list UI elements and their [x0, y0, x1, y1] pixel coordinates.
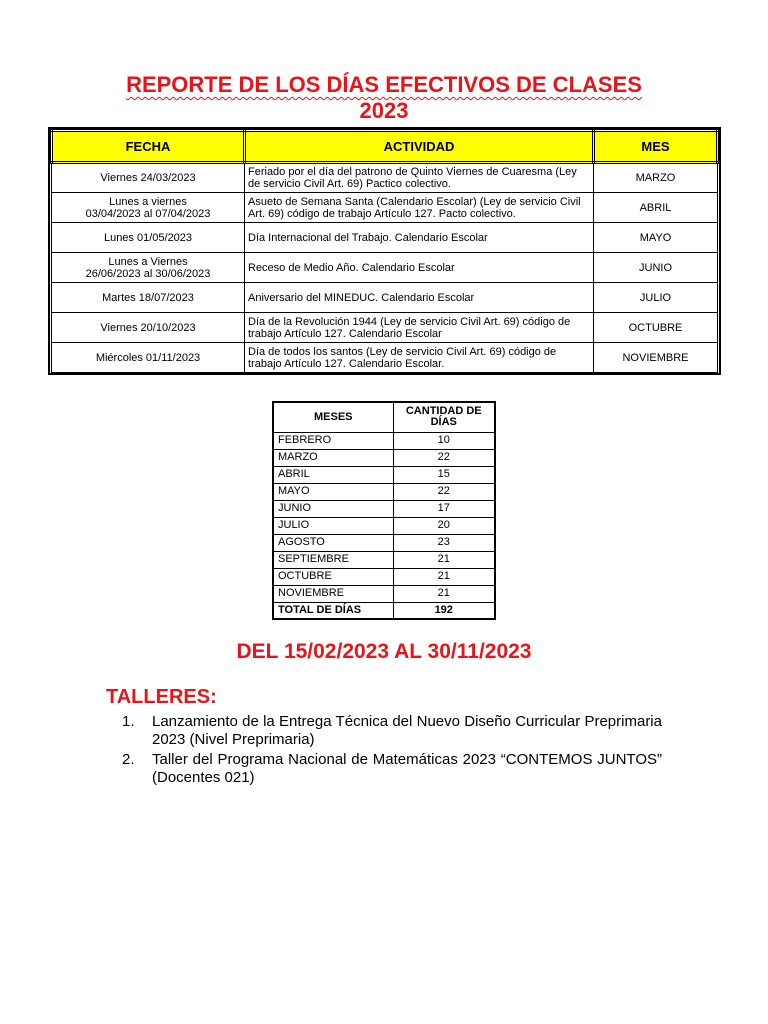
talleres-heading: TALLERES: [106, 686, 217, 708]
event-actividad: Día de la Revolución 1944 (Ley de servicio Civil Art. 69) código de trabajo Artículo 127. Calendario Escolar [245, 313, 594, 343]
days-row [273, 449, 495, 466]
header-mes: MES [594, 131, 718, 163]
events-table [48, 127, 721, 375]
days-header-row [273, 402, 495, 432]
event-actividad: Feriado por el día del patrono de Quinto Viernes de Cuaresma (Ley de servicio Civil Art. 69) Pactico colectivo. [245, 163, 594, 193]
event-fecha-line: Miércoles 01/11/2023 [95, 351, 201, 364]
days-count: 21 [393, 551, 495, 568]
days-count: 10 [393, 432, 495, 449]
event-fecha [52, 313, 245, 343]
days-row [273, 483, 495, 500]
event-mes: MARZO [594, 163, 718, 193]
days-row [273, 585, 495, 602]
days-month: OCTUBRE [273, 568, 393, 585]
event-actividad: Día de todos los santos (Ley de servicio Civil Art. 69) código de trabajo Artículo 127. Calendario Escolar. [245, 343, 594, 373]
days-month: JULIO [273, 517, 393, 534]
taller-number: 2. [122, 751, 135, 768]
event-fecha [52, 253, 245, 283]
days-month: MAYO [273, 483, 393, 500]
event-fecha [52, 193, 245, 223]
event-row [52, 313, 718, 343]
days-month: NOVIEMBRE [273, 585, 393, 602]
taller-item [122, 713, 662, 749]
days-total-value: 192 [393, 602, 495, 619]
event-fecha-line: Lunes 01/05/2023 [103, 231, 193, 244]
days-month: SEPTIEMBRE [273, 551, 393, 568]
header-actividad: ACTIVIDAD [245, 131, 594, 163]
event-actividad: Día Internacional del Trabajo. Calendario Escolar [245, 223, 594, 253]
days-row [273, 466, 495, 483]
event-row [52, 283, 718, 313]
taller-text: Lanzamiento de la Entrega Técnica del Nuevo Diseño Curricular Preprimaria 2023 (Nivel Preprimaria) [152, 713, 662, 748]
event-row [52, 343, 718, 373]
talleres-list [122, 713, 662, 789]
days-count: 20 [393, 517, 495, 534]
days-row [273, 551, 495, 568]
event-row [52, 223, 718, 253]
event-row [52, 193, 718, 223]
event-mes: ABRIL [594, 193, 718, 223]
days-total-label: TOTAL DE DÍAS [273, 602, 393, 619]
header-cantidad: CANTIDAD DE DÍAS [393, 402, 495, 432]
days-count: 23 [393, 534, 495, 551]
event-mes: OCTUBRE [594, 313, 718, 343]
event-fecha [52, 343, 245, 373]
days-count: 15 [393, 466, 495, 483]
days-row [273, 568, 495, 585]
event-fecha-line: Lunes a viernes [109, 195, 187, 208]
days-count: 21 [393, 568, 495, 585]
events-header-row [52, 131, 718, 163]
header-fecha: FECHA [52, 131, 245, 163]
event-actividad: Receso de Medio Año. Calendario Escolar [245, 253, 594, 283]
days-month: AGOSTO [273, 534, 393, 551]
days-total-row [273, 602, 495, 619]
title-line-2: 2023 [359, 98, 409, 123]
days-month: MARZO [273, 449, 393, 466]
days-count: 17 [393, 500, 495, 517]
event-row [52, 163, 718, 193]
days-count: 22 [393, 483, 495, 500]
days-month: ABRIL [273, 466, 393, 483]
event-mes: NOVIEMBRE [594, 343, 718, 373]
days-month: JUNIO [273, 500, 393, 517]
event-fecha-line: Viernes 20/10/2023 [100, 321, 196, 334]
days-row [273, 534, 495, 551]
event-mes: MAYO [594, 223, 718, 253]
event-fecha-line: 26/06/2023 al 30/06/2023 [85, 267, 211, 280]
event-fecha-line: 03/04/2023 al 07/04/2023 [85, 207, 211, 220]
event-fecha-line: Viernes 24/03/2023 [100, 172, 196, 184]
days-row [273, 500, 495, 517]
header-meses: MESES [273, 402, 393, 432]
days-row [273, 432, 495, 449]
event-fecha-line: Martes 18/07/2023 [102, 291, 194, 304]
taller-number: 1. [122, 713, 135, 730]
event-fecha-line: Lunes a Viernes [108, 255, 188, 268]
title-line-1: REPORTE DE LOS DÍAS EFECTIVOS DE CLASES [126, 72, 642, 97]
days-month: FEBRERO [273, 432, 393, 449]
event-actividad: Asueto de Semana Santa (Calendario Escolar) (Ley de servicio Civil Art. 69) código de trabajo Artículo 127. Pacto colectivo. [245, 193, 594, 223]
date-range: DEL 15/02/2023 AL 30/11/2023 [236, 640, 532, 663]
days-count: 22 [393, 449, 495, 466]
event-fecha [52, 163, 245, 193]
event-mes: JUNIO [594, 253, 718, 283]
taller-text: Taller del Programa Nacional de Matemáticas 2023 “CONTEMOS JUNTOS” (Docentes 021) [152, 751, 662, 786]
event-fecha [52, 223, 245, 253]
event-fecha [52, 283, 245, 313]
event-actividad: Aniversario del MINEDUC. Calendario Escolar [245, 283, 594, 313]
days-count: 21 [393, 585, 495, 602]
event-row [52, 253, 718, 283]
page-title [0, 72, 768, 124]
event-mes: JULIO [594, 283, 718, 313]
days-row [273, 517, 495, 534]
days-table [272, 401, 496, 620]
taller-item [122, 751, 662, 787]
